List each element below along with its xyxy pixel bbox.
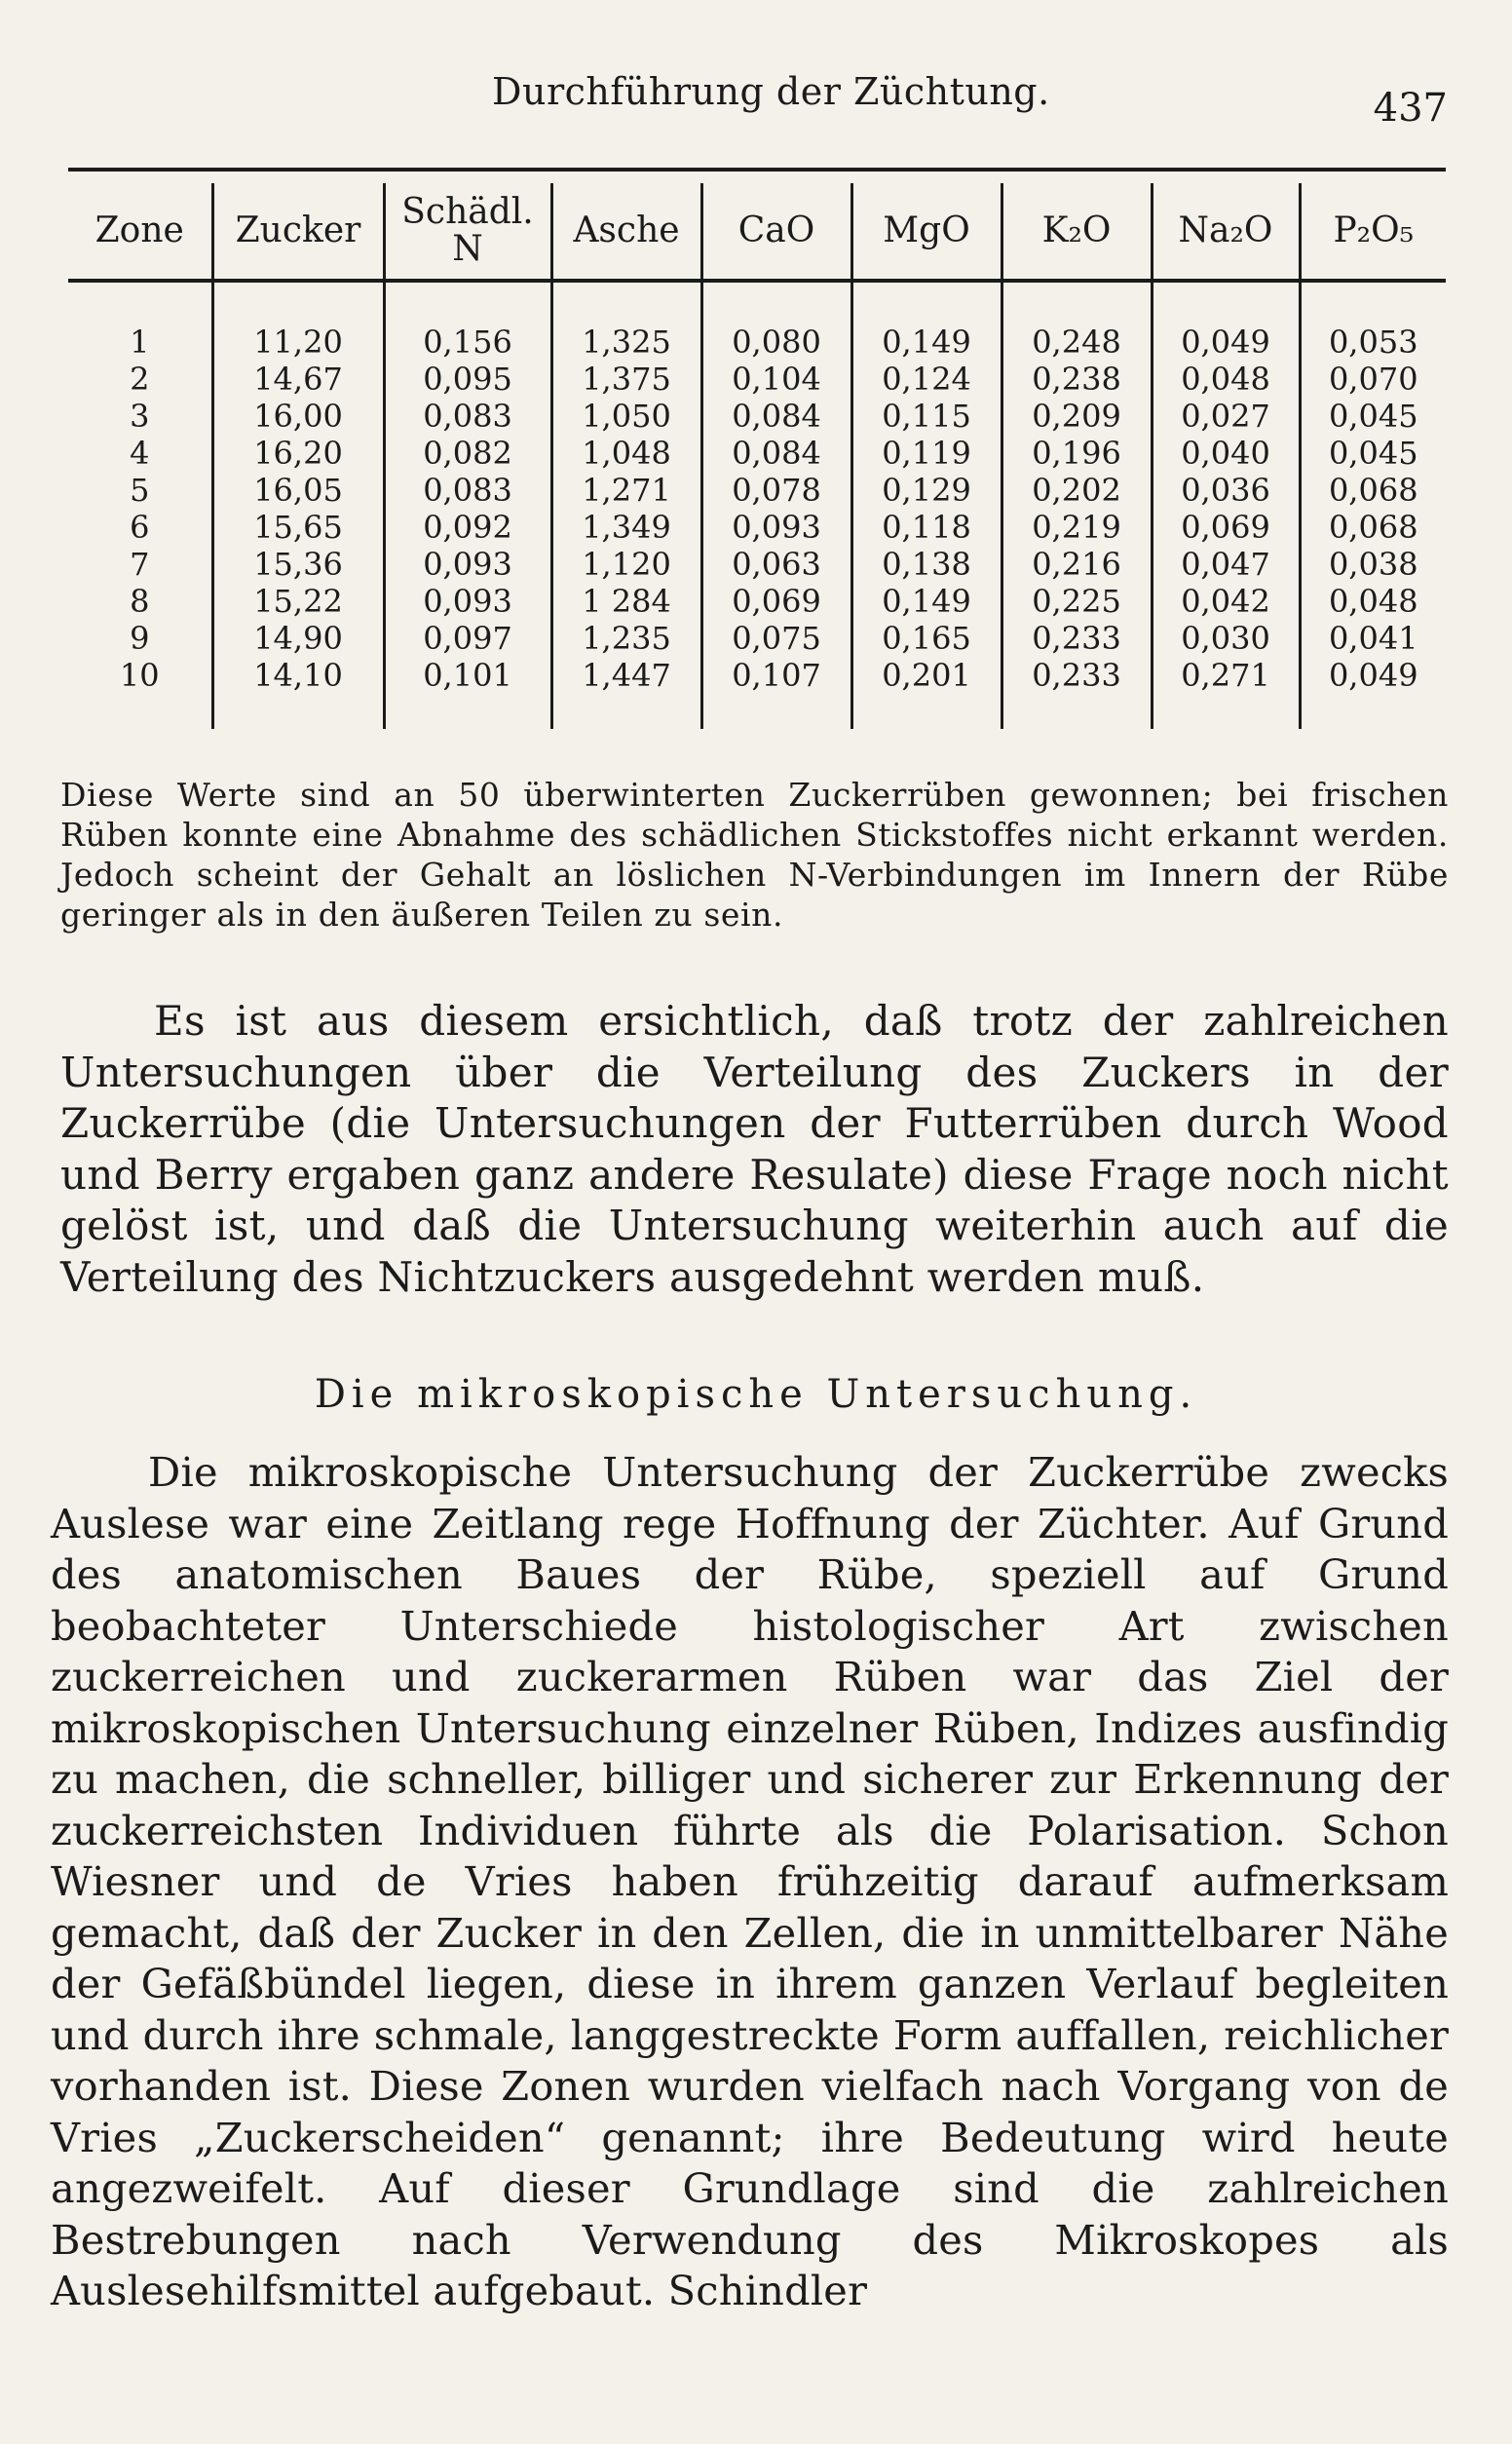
table-cell: 0,095 <box>384 361 551 398</box>
table-cell: 3 <box>130 398 150 435</box>
running-title: Durchführung der Züchtung. <box>492 70 1050 113</box>
table-cell: 0,093 <box>701 509 851 546</box>
body-paragraph-1: Es ist aus diesem ersichtlich, daß trotz der zahlreichen Untersuchungen über die Verteilung des Zuckers in der Zuckerrübe (die Untersuchungen der Futterrüben durch Wood und Berry ergaben ganz andere Resulate) diese Frage noch nicht gelöst ist, und daß die Untersuchung weiterhin auch auf die Verteilung des Nichtzuckers ausgedehnt werden muß. <box>60 997 1449 1301</box>
table-cell: 0,093 <box>384 583 551 620</box>
table-cell: 0,036 <box>1152 472 1300 509</box>
table-cell: 11,20 <box>212 324 384 361</box>
table-cell: 0,053 <box>1300 324 1446 361</box>
table-note: Diese Werte sind an 50 überwinterten Zuckerrüben gewonnen; bei frischen Rüben konnte eine Abnahme des schädlichen Stickstoffes nicht erkannt werden. Jedoch scheint der Gehalt an löslichen N-Verbindungen im Innern der Rübe geringer als in den äußeren Teilen zu sein. <box>60 776 1449 934</box>
table-cell: 0,063 <box>701 546 851 583</box>
table-cell: 0,041 <box>1300 620 1446 657</box>
table-cell: 0,149 <box>851 583 1002 620</box>
table-cell: 0,048 <box>1152 361 1300 398</box>
table-cell: 0,049 <box>1300 657 1446 694</box>
table-cell: 0,233 <box>1002 620 1152 657</box>
table-cell: 0,083 <box>384 398 551 435</box>
table-cell: 0,092 <box>384 509 551 546</box>
table-cell: 1,120 <box>551 546 701 583</box>
table-cell: 0,101 <box>384 657 551 694</box>
table-cell: 14,10 <box>212 657 384 694</box>
table-row <box>68 324 1446 361</box>
body-paragraph-2: Die mikroskopische Untersuchung der Zuckerrübe zwecks Auslese war eine Zeitlang rege Hoffnung der Züchter. Auf Grund des anatomischen Baues der Rübe, speziell auf Grund beobachteter Unterschiede histologischer Art zwischen zuckerreichen und zuckerarmen Rüben war das Ziel der mikroskopischen Untersuchung einzelner Rüben, Indizes ausfindig zu machen, die schneller, billiger und sicherer zur Erkennung der zuckerreichsten Individuen führte als die Polarisation. Schon Wiesner und de Vries haben frühzeitig darauf aufmerksam gemacht, daß der Zucker in den Zellen, die in unmittelbarer Nähe der Gefäßbündel liegen, diese in ihrem ganzen Verlauf begleiten und durch ihre schmale, langgestreckte Form auffallen, reichlicher vorhanden ist. Diese Zonen wurden vielfach nach Vorgang von de Vries „Zuckerscheiden“ genannt; ihre Bedeutung wird heute angezweifelt. Auf dieser Grundlage sind die zahlreichen Bestrebungen nach Verwendung des Mikroskopes als Auslesehilfsmittel aufgebaut. Schindler <box>51 1448 1449 2314</box>
table-cell: 0,129 <box>851 472 1002 509</box>
table-cell: 0,156 <box>384 324 551 361</box>
table-row <box>68 472 1446 509</box>
table-cell: 1 <box>130 324 150 361</box>
table-cell: 1 284 <box>551 583 701 620</box>
table-cell: 2 <box>130 361 150 398</box>
table-cell: 5 <box>130 472 150 509</box>
table-cell: 4 <box>130 435 150 472</box>
table-cell: 15,65 <box>212 509 384 546</box>
table-cell: 1,375 <box>551 361 701 398</box>
table-row <box>68 620 1446 657</box>
table-cell: 0,047 <box>1152 546 1300 583</box>
column-header-zone: Zone <box>94 210 184 251</box>
table-cell: 0,069 <box>701 583 851 620</box>
table-cell: 0,040 <box>1152 435 1300 472</box>
table-cell: 7 <box>130 546 150 583</box>
table-row <box>68 509 1446 546</box>
table-cell: 1,048 <box>551 435 701 472</box>
table-row <box>68 657 1446 694</box>
table-cell: 14,67 <box>212 361 384 398</box>
table-cell: 1,235 <box>551 620 701 657</box>
table-cell: 0,068 <box>1300 472 1446 509</box>
table-cell: 14,90 <box>212 620 384 657</box>
page-number: 437 <box>1373 86 1448 131</box>
table-cell: 0,030 <box>1152 620 1300 657</box>
table-cell: 1,325 <box>551 324 701 361</box>
table-cell: 0,219 <box>1002 509 1152 546</box>
table-cell: 8 <box>130 583 150 620</box>
table-cell: 0,048 <box>1300 583 1446 620</box>
table-row <box>68 361 1446 398</box>
table-cell: 0,097 <box>384 620 551 657</box>
table-cell: 0,107 <box>701 657 851 694</box>
table-cell: 0,075 <box>701 620 851 657</box>
table-cell: 0,042 <box>1152 583 1300 620</box>
column-header-k2o: K₂O <box>1002 183 1152 281</box>
table-cell: 0,069 <box>1152 509 1300 546</box>
table-cell: 0,080 <box>701 324 851 361</box>
table-cell: 1,447 <box>551 657 701 694</box>
table-cell: 0,119 <box>851 435 1002 472</box>
table-cell: 0,104 <box>701 361 851 398</box>
table-bottom-spacer <box>68 694 1446 729</box>
table-cell: 0,248 <box>1002 324 1152 361</box>
table-row <box>68 546 1446 583</box>
column-header-cao: CaO <box>701 183 851 281</box>
table-cell: 16,05 <box>212 472 384 509</box>
table-body <box>68 281 1446 729</box>
table-cell: 6 <box>130 509 150 546</box>
table-cell: 0,027 <box>1152 398 1300 435</box>
table-cell: 0,084 <box>701 435 851 472</box>
analysis-table <box>68 168 1446 729</box>
table-cell: 0,271 <box>1152 657 1300 694</box>
table-header-row <box>68 183 1446 281</box>
column-header-na2o: Na₂O <box>1152 183 1300 281</box>
table-cell: 0,038 <box>1300 546 1446 583</box>
table-cell: 0,070 <box>1300 361 1446 398</box>
table-row <box>68 398 1446 435</box>
column-header-schaedl-n: Schädl. N <box>384 183 551 281</box>
table-cell: 1,271 <box>551 472 701 509</box>
data-table <box>68 183 1446 729</box>
column-header-mgo: MgO <box>851 183 1002 281</box>
table-cell: 0,118 <box>851 509 1002 546</box>
column-header-p2o5: P₂O₅ <box>1300 183 1446 281</box>
table-cell: 0,093 <box>384 546 551 583</box>
table-row <box>68 583 1446 620</box>
table-cell: 15,22 <box>212 583 384 620</box>
table-cell: 10 <box>119 657 160 694</box>
table-cell: 16,00 <box>212 398 384 435</box>
table-cell: 0,084 <box>701 398 851 435</box>
table-cell: 0,082 <box>384 435 551 472</box>
table-cell: 0,196 <box>1002 435 1152 472</box>
table-cell: 0,202 <box>1002 472 1152 509</box>
table-cell: 15,36 <box>212 546 384 583</box>
table-cell: 0,138 <box>851 546 1002 583</box>
table-cell: 0,165 <box>851 620 1002 657</box>
table-cell: 0,124 <box>851 361 1002 398</box>
table-cell: 0,149 <box>851 324 1002 361</box>
table-row <box>68 435 1446 472</box>
table-cell: 0,209 <box>1002 398 1152 435</box>
table-cell: 0,045 <box>1300 435 1446 472</box>
column-header-zucker: Zucker <box>212 183 384 281</box>
table-cell: 0,233 <box>1002 657 1152 694</box>
table-cell: 16,20 <box>212 435 384 472</box>
section-heading: Die mikroskopische Untersuchung. <box>314 1372 1198 1417</box>
table-cell: 9 <box>130 620 150 657</box>
table-cell: 0,068 <box>1300 509 1446 546</box>
table-cell: 0,225 <box>1002 583 1152 620</box>
table-cell: 0,238 <box>1002 361 1152 398</box>
column-header-asche: Asche <box>551 183 701 281</box>
table-cell: 0,083 <box>384 472 551 509</box>
table-cell: 0,201 <box>851 657 1002 694</box>
table-cell: 1,349 <box>551 509 701 546</box>
table-cell: 0,216 <box>1002 546 1152 583</box>
table-cell: 0,115 <box>851 398 1002 435</box>
table-cell: 0,045 <box>1300 398 1446 435</box>
table-cell: 0,049 <box>1152 324 1300 361</box>
table-top-rule <box>68 168 1446 172</box>
table-cell: 0,078 <box>701 472 851 509</box>
table-cell: 1,050 <box>551 398 701 435</box>
